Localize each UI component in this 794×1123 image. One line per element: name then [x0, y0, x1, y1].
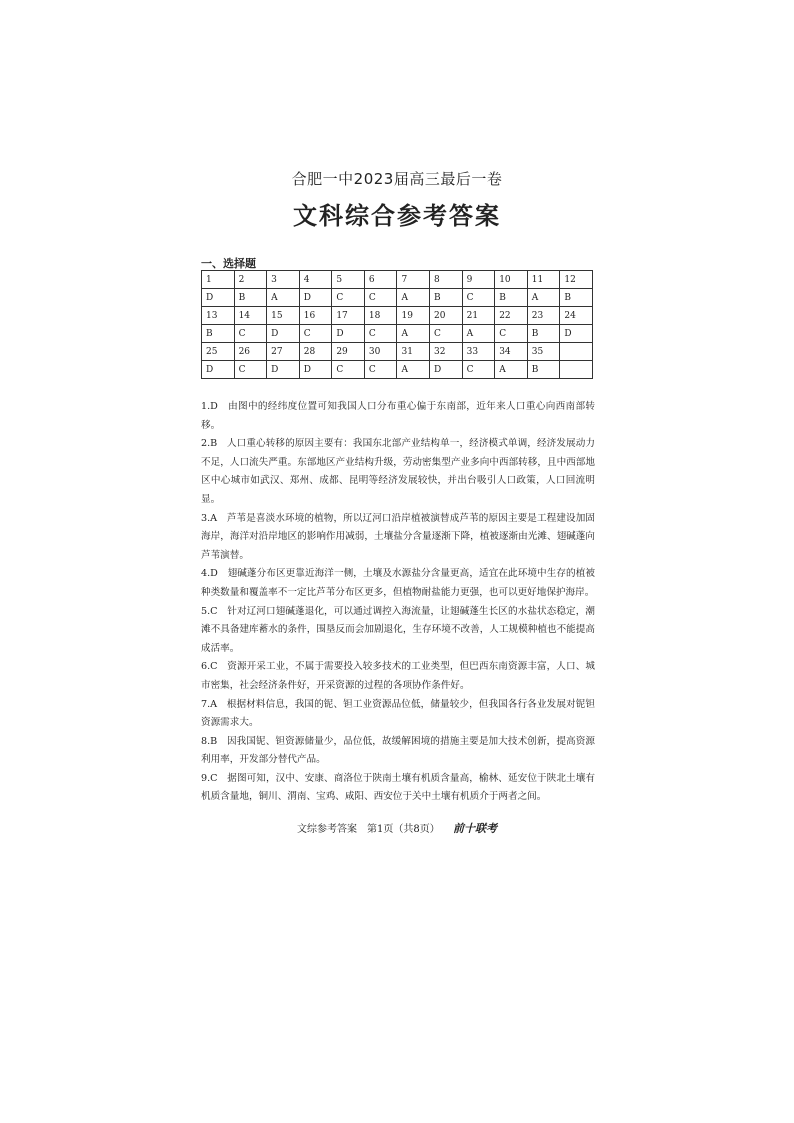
- table-cell: D: [267, 325, 300, 343]
- table-cell: A: [527, 289, 560, 307]
- table-cell: C: [332, 361, 365, 379]
- page-footer: [0, 820, 794, 836]
- answer-paragraph: 8.B 因我国铌、钽资源储量少，品位低，故缓解困境的措施主要是加大技术创新，提高资源利用率，开发部分替代产品。: [201, 735, 595, 766]
- table-cell: D: [430, 361, 463, 379]
- table-cell: B: [527, 361, 560, 379]
- table-cell: 15: [267, 307, 300, 325]
- section-heading-choice: 一、选择题: [201, 257, 256, 270]
- table-cell: C: [462, 361, 495, 379]
- table-row-answers: [202, 289, 593, 307]
- answer-paragraph: 9.C 据图可知，汉中、安康、商洛位于陕南土壤有机质含量高，榆林、延安位于陕北土壤有机质含量地，铜川、渭南、宝鸡、咸阳、西安位于关中土壤有机质介于两者之间。: [201, 772, 595, 803]
- table-cell: [560, 361, 593, 379]
- table-cell: 25: [202, 343, 235, 361]
- document-title: 文科综合参考答案: [293, 201, 501, 230]
- table-cell: D: [560, 325, 593, 343]
- table-cell: A: [462, 325, 495, 343]
- table-cell: C: [332, 289, 365, 307]
- table-cell: 18: [364, 307, 397, 325]
- table-cell: [560, 343, 593, 361]
- table-cell: C: [430, 325, 463, 343]
- table-cell: C: [462, 289, 495, 307]
- table-cell: 33: [462, 343, 495, 361]
- table-cell: D: [299, 289, 332, 307]
- table-row-question-numbers: [202, 343, 593, 361]
- table-cell: B: [560, 289, 593, 307]
- table-cell: 24: [560, 307, 593, 325]
- table-cell: C: [495, 325, 528, 343]
- table-cell: A: [397, 325, 430, 343]
- table-cell: C: [364, 325, 397, 343]
- table-cell: 14: [234, 307, 267, 325]
- table-cell: A: [267, 289, 300, 307]
- table-cell: 12: [560, 271, 593, 289]
- table-cell: D: [299, 361, 332, 379]
- table-row-answers: [202, 325, 593, 343]
- table-cell: 10: [495, 271, 528, 289]
- table-cell: 32: [430, 343, 463, 361]
- table-cell: 35: [527, 343, 560, 361]
- table-cell: B: [430, 289, 463, 307]
- table-cell: C: [234, 361, 267, 379]
- table-cell: 4: [299, 271, 332, 289]
- table-row-answers: [202, 361, 593, 379]
- school-title: 合肥一中2023届高三最后一卷: [291, 170, 503, 188]
- table-cell: A: [397, 289, 430, 307]
- table-cell: 8: [430, 271, 463, 289]
- table-cell: 30: [364, 343, 397, 361]
- table-cell: D: [332, 325, 365, 343]
- table-cell: 22: [495, 307, 528, 325]
- table-cell: 13: [202, 307, 235, 325]
- table-cell: 9: [462, 271, 495, 289]
- table-cell: 31: [397, 343, 430, 361]
- table-cell: 2: [234, 271, 267, 289]
- table-row-question-numbers: [202, 271, 593, 289]
- table-cell: 6: [364, 271, 397, 289]
- table-cell: 11: [527, 271, 560, 289]
- table-cell: 16: [299, 307, 332, 325]
- answer-paragraph: 3.A 芦苇是喜淡水环境的植物，所以辽河口沿岸植被演替成芦苇的原因主要是工程建设加固海岸，海洋对沿岸地区的影响作用减弱，土壤盐分含量逐渐下降，植被逐渐由光滩、翅碱蓬向芦苇演替。: [201, 512, 595, 561]
- table-cell: D: [202, 289, 235, 307]
- table-cell: 29: [332, 343, 365, 361]
- table-cell: 34: [495, 343, 528, 361]
- table-row-question-numbers: [202, 307, 593, 325]
- answer-paragraph: 7.A 根据材料信息，我国的铌、钽工业资源品位低，储量较少，但我国各行各业发展对铌钽资源需求大。: [201, 698, 595, 729]
- table-cell: C: [364, 361, 397, 379]
- table-cell: 17: [332, 307, 365, 325]
- brand-logo-text: 前十联考: [452, 822, 497, 835]
- table-cell: 26: [234, 343, 267, 361]
- page-number: 文综参考答案 第1页（共8页）: [297, 824, 440, 835]
- table-cell: A: [397, 361, 430, 379]
- table-cell: D: [267, 361, 300, 379]
- table-cell: A: [495, 361, 528, 379]
- table-cell: 1: [202, 271, 235, 289]
- table-cell: D: [202, 361, 235, 379]
- table-cell: B: [234, 289, 267, 307]
- table-cell: B: [202, 325, 235, 343]
- table-cell: 7: [397, 271, 430, 289]
- table-cell: B: [495, 289, 528, 307]
- table-cell: 23: [527, 307, 560, 325]
- answer-explanations: [201, 398, 595, 807]
- answer-key-table: [201, 270, 593, 379]
- answer-paragraph: 4.D 翅碱蓬分布区更靠近海洋一侧，土壤及水源盐分含量更高，适宜在此环境中生存的植被种类数量和覆盖率不一定比芦苇分布区更多，但植物耐盐能力更强，也可以更好地保护海岸。: [201, 568, 595, 598]
- table-cell: C: [364, 289, 397, 307]
- table-cell: 27: [267, 343, 300, 361]
- table-cell: 21: [462, 307, 495, 325]
- table-cell: C: [299, 325, 332, 343]
- answer-paragraph: 1.D 由图中的经纬度位置可知我国人口分布重心偏于东南部，近年来人口重心向西南部转移。: [201, 401, 595, 431]
- table-cell: 3: [267, 271, 300, 289]
- answer-paragraph: 2.B 人口重心转移的原因主要有：我国东北部产业结构单一，经济模式单调，经济发展动力不足，人口流失严重。东部地区产业结构升级，劳动密集型产业多向中西部转移，且中西部地区中心城市如武汉、郑州、成都、昆明等经济发展较快，并出台吸引人口政策，人口回流明显。: [201, 438, 595, 505]
- answer-paragraph: 6.C 资源开采工业，不属于需要投入较多技术的工业类型，但巴西东南资源丰富，人口、城市密集，社会经济条件好，开采资源的过程的各项协作条件好。: [201, 661, 595, 691]
- table-cell: 20: [430, 307, 463, 325]
- table-cell: B: [527, 325, 560, 343]
- table-cell: 5: [332, 271, 365, 289]
- table-cell: C: [234, 325, 267, 343]
- table-cell: 19: [397, 307, 430, 325]
- answer-paragraph: 5.C 针对辽河口翅碱蓬退化，可以通过调控入海流量，让翅碱蓬生长区的水盐状态稳定，潮滩不具备建库蓄水的条件，围垦反而会加剧退化，生存环境不改善，人工规模种植也不能提高成活率。: [201, 605, 595, 654]
- table-cell: 28: [299, 343, 332, 361]
